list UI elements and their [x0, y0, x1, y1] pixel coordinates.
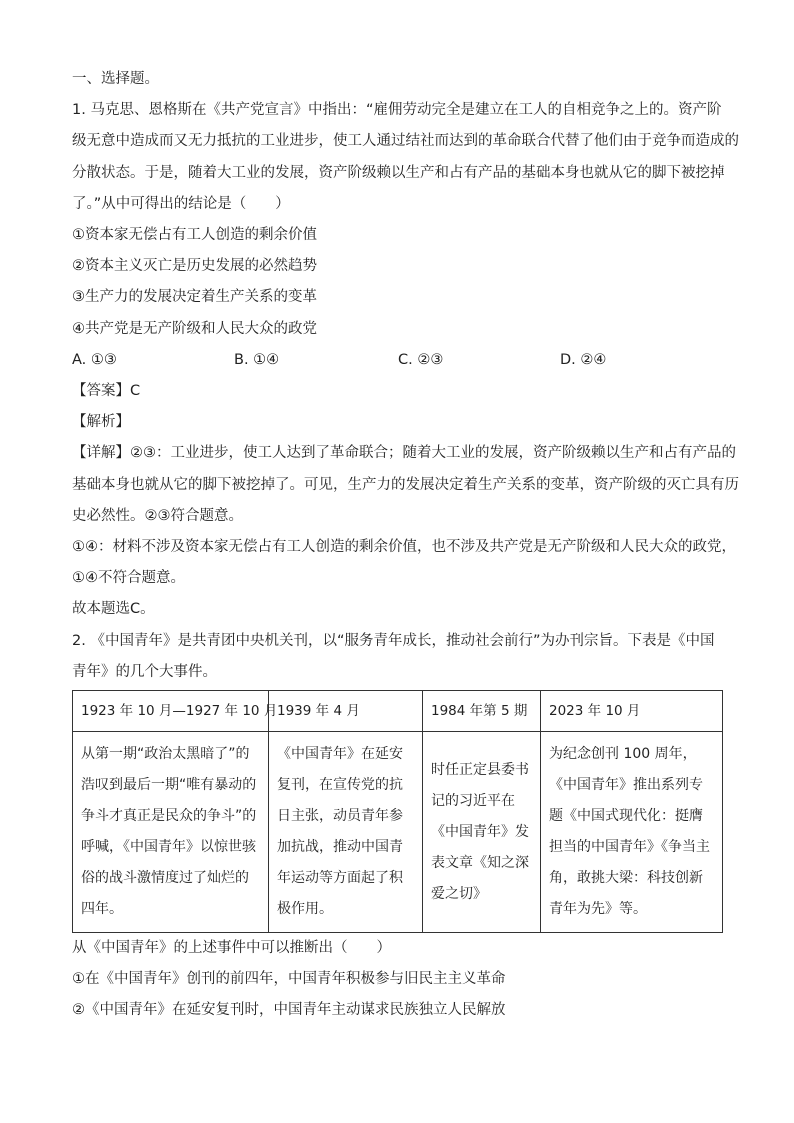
events-table: [72, 690, 723, 933]
section-heading: 一、选择题。: [72, 71, 159, 87]
question-stem-line: 级无意中造成而又无力抵抗的工业进步，使工人通过结社而达到的革命联合代替了他们由于竞争而造成的: [72, 133, 739, 150]
analysis-line: ①④不符合题意。: [72, 570, 185, 587]
table-cell: [423, 732, 541, 933]
table-cell: [269, 732, 423, 933]
answer-label: 【答案】C: [72, 383, 141, 400]
analysis-line: 基础本身也就从它的脚下被挖掉了。可见，生产力的发展决定着生产关系的变革，资产阶级的灭亡具有历: [72, 476, 739, 493]
table-cell-text: 时任正定县委书记的习近平在《中国青年》发表文章《知之深爱之切》: [431, 761, 529, 902]
statement-item: ①在《中国青年》创刊的前四年，中国青年积极参与旧民主主义革命: [72, 971, 506, 988]
statement-item: ②《中国青年》在延安复刊时，中国青年主动谋求民族独立人民解放: [72, 1002, 506, 1019]
analysis-label: 【解析】: [72, 414, 130, 431]
statement-item: ②资本主义灭亡是历史发展的必然趋势: [72, 258, 317, 275]
option-d: D. ②④: [560, 351, 607, 368]
answer-options: [72, 345, 724, 376]
table-cell: [73, 732, 269, 933]
statement-item: ④共产党是无产阶级和人民大众的政党: [72, 320, 317, 337]
analysis-line: 故本题选C。: [72, 601, 155, 618]
table-header-cell: 2023 年 10 月: [541, 691, 723, 732]
table-cell-text: 《中国青年》在延安复刊，在宣传党的抗日主张，动员青年参加抗战，推动中国青年运动等方面起了积极作用。: [277, 746, 403, 918]
analysis-line: 史必然性。②③符合题意。: [72, 507, 243, 524]
question-1: [72, 95, 739, 625]
table-header-cell: 1923 年 10 月—1927 年 10 月: [73, 691, 269, 732]
question-stem-line: 了。”从中可得出的结论是（ ）: [72, 195, 290, 212]
table-cell-text: 为纪念创刊 100 周年，《中国青年》推出系列专题《中国式现代化：挺膺担当的中国青年》《争当主角，敢挑大梁：科技创新青年为先》等。: [549, 746, 710, 918]
statement-item: ③生产力的发展决定着生产关系的变革: [72, 289, 317, 306]
option-c: C. ②③: [398, 351, 444, 368]
question-stem-line: 2. 《中国青年》是共青团中央机关刊，以“服务青年成长，推动社会前行”为办刊宗旨。下表是《中国: [72, 632, 715, 649]
question-stem-line: 1. 马克思、恩格斯在《共产党宣言》中指出：“雇佣劳动完全是建立在工人的自相竞争之上的。资产阶: [72, 102, 722, 119]
table-cell-text: 从第一期“政治太黑暗了”的浩叹到最后一期“唯有暴动的争斗才真正是民众的争斗”的呼喊，《中国青年》以惊世骇俗的战斗激情度过了灿烂的四年。: [81, 746, 257, 918]
option-a: A. ①③: [72, 351, 117, 368]
table-row: [73, 732, 723, 933]
table-header-cell: 1939 年 4 月: [269, 691, 423, 732]
question-2: [72, 626, 724, 1027]
table-header-row: [73, 691, 723, 732]
table-header-cell: 1984 年第 5 期: [423, 691, 541, 732]
analysis-line: 【详解】②③：工业进步，使工人达到了革命联合；随着大工业的发展，资产阶级赖以生产和占有产品的: [72, 445, 736, 462]
question-stem-line: 青年》的几个大事件。: [72, 663, 217, 680]
option-b: B. ①④: [234, 351, 280, 368]
table-cell: [541, 732, 723, 933]
exam-page: [72, 64, 739, 1027]
question-stem-line: 分散状态。于是，随着大工业的发展，资产阶级赖以生产和占有产品的基础本身也就从它的脚下被挖掉: [72, 164, 725, 181]
question-prompt: 从《中国青年》的上述事件中可以推断出（ ）: [72, 940, 391, 957]
statement-item: ①资本家无偿占有工人创造的剩余价值: [72, 227, 317, 244]
analysis-line: ①④：材料不涉及资本家无偿占有工人创造的剩余价值，也不涉及共产党是无产阶级和人民大众的政党，: [72, 539, 736, 556]
